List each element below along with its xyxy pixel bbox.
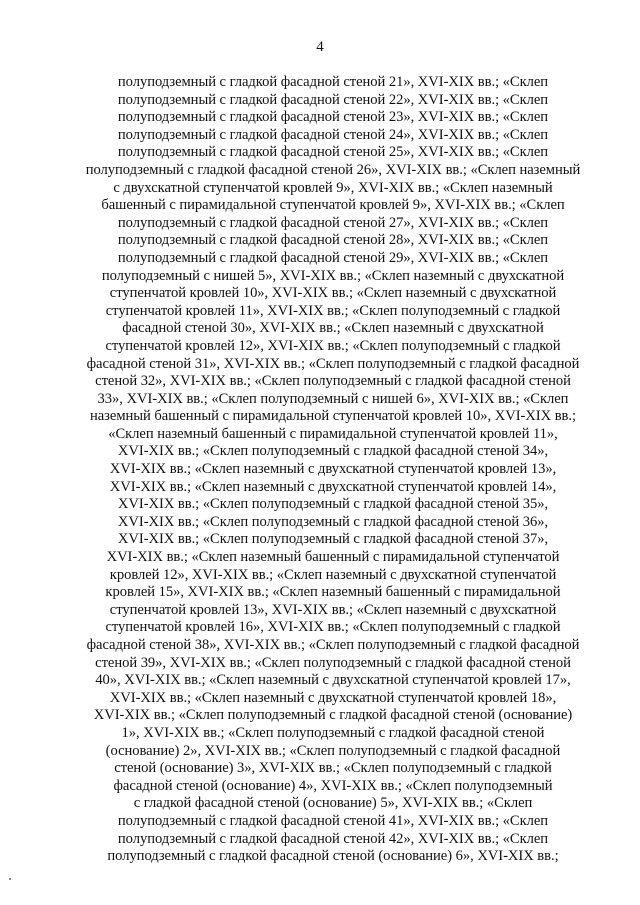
text-line: с гладкой фасадной стеной (основание) 5», XVI-XIX вв.; «Склеп [133, 795, 533, 812]
text-line: ступенчатой кровлей 13», XVI-XIX вв.; «Склеп наземный с двухскатной [109, 601, 557, 618]
text-line: XVI-XIX вв.; «Склеп полуподземный с гладкой фасадной стеной 37», [117, 531, 549, 548]
text-line: полуподземный с гладкой фасадной стеной 41», XVI-XIX вв.; «Склеп [117, 812, 549, 829]
text-line: 40», XVI-XIX вв.; «Склеп наземный с двухскатной ступенчатой кровлей 17», [95, 672, 571, 689]
text-line: полуподземный с гладкой фасадной стеной (основание) 6», XVI-XIX вв.; [107, 848, 559, 865]
text-line: XVI-XIX вв.; «Склеп наземный башенный с пирамидальной ступенчатой [106, 549, 560, 566]
text-line: полуподземный с гладкой фасадной стеной 42», XVI-XIX вв.; «Склеп [117, 830, 549, 847]
text-line: башенный с пирамидальной ступенчатой кровлей 9», XVI-XIX вв.; «Склеп [101, 197, 565, 214]
text-line: ступенчатой кровлей 11», XVI-XIX вв.; «Склеп полуподземный с гладкой [105, 302, 561, 319]
text-line: XVI-XIX вв.; «Склеп наземный с двухскатной ступенчатой кровлей 18», [109, 689, 557, 706]
text-line: полуподземный с гладкой фасадной стеной 25», XVI-XIX вв.; «Склеп [117, 144, 549, 161]
text-line: стеной (основание) 3», XVI-XIX вв.; «Склеп полуподземный с гладкой [114, 760, 552, 777]
text-line: XVI-XIX вв.; «Склеп наземный с двухскатной ступенчатой кровлей 14», [109, 478, 557, 495]
text-line: ступенчатой кровлей 12», XVI-XIX вв.; «Склеп полуподземный с гладкой [105, 337, 561, 354]
text-line: XVI-XIX вв.; «Склеп полуподземный с гладкой фасадной стеной (основание) [93, 707, 573, 724]
text-line: полуподземный с гладкой фасадной стеной 27», XVI-XIX вв.; «Склеп [117, 214, 549, 231]
text-line: полуподземный с гладкой фасадной стеной 22», XVI-XIX вв.; «Склеп [117, 91, 549, 108]
text-line: полуподземный с гладкой фасадной стеной 26», XVI-XIX вв.; «Склеп наземный [85, 161, 581, 178]
text-line: стеной 39», XVI-XIX вв.; «Склеп полуподземный с гладкой фасадной стеной [95, 654, 571, 671]
text-line: 1», XVI-XIX вв.; «Склеп полуподземный с гладкой фасадной стеной [121, 724, 545, 741]
text-line: XVI-XIX вв.; «Склеп наземный с двухскатной ступенчатой кровлей 13», [109, 461, 557, 478]
text-line: (основание) 2», XVI-XIX вв.; «Склеп полуподземный с гладкой фасадной [105, 742, 561, 759]
text-line: с двухскатной ступенчатой кровлей 9», XVI-XIX вв.; «Склеп наземный [113, 179, 553, 196]
text-line: полуподземный с гладкой фасадной стеной 28», XVI-XIX вв.; «Склеп [117, 232, 549, 249]
text-line: XVI-XIX вв.; «Склеп полуподземный с гладкой фасадной стеной 35», [117, 496, 549, 513]
text-line: ступенчатой кровлей 10», XVI-XIX вв.; «Склеп наземный с двухскатной [109, 285, 557, 302]
text-line: полуподземный с гладкой фасадной стеной 24», XVI-XIX вв.; «Склеп [117, 126, 549, 143]
text-line: «Склеп наземный башенный с пирамидальной ступенчатой кровлей 11», [108, 425, 558, 442]
text-line: наземный башенный с пирамидальной ступенчатой кровлей 10», XVI-XIX вв.; [90, 408, 576, 425]
text-line: полуподземный с нишей 5», XVI-XIX вв.; «Склеп наземный с двухскатной [101, 267, 565, 284]
text-line: кровлей 12», XVI-XIX вв.; «Склеп наземный с двухскатной ступенчатой [109, 566, 557, 583]
page-number: 4 [316, 39, 324, 55]
text-line: полуподземный с гладкой фасадной стеной 21», XVI-XIX вв.; «Склеп [117, 74, 549, 90]
text-line: полуподземный с гладкой фасадной стеной 29», XVI-XIX вв.; «Склеп [117, 249, 549, 266]
text-line: фасадной стеной 30», XVI-XIX вв.; «Склеп наземный с двухскатной [122, 320, 544, 337]
text-line: XVI-XIX вв.; «Склеп полуподземный с гладкой фасадной стеной 36», [117, 513, 549, 530]
text-line: фасадной стеной 31», XVI-XIX вв.; «Склеп полуподземный с гладкой фасадной [86, 355, 580, 372]
text-line: XVI-XIX вв.; «Склеп полуподземный с гладкой фасадной стеной 34», [117, 443, 549, 460]
body-text [78, 74, 588, 866]
text-line: фасадной стеной (основание) 4», XVI-XIX вв.; «Склеп полуподземный [113, 777, 553, 794]
text-line: кровлей 15», XVI-XIX вв.; «Склеп наземный башенный с пирамидальной [105, 584, 561, 601]
text-line: полуподземный с гладкой фасадной стеной 23», XVI-XIX вв.; «Склеп [117, 109, 549, 126]
text-line: ступенчатой кровлей 16», XVI-XIX вв.; «Склеп полуподземный с гладкой [105, 619, 561, 636]
text-line: фасадной стеной 38», XVI-XIX вв.; «Склеп полуподземный с гладкой фасадной [86, 637, 580, 653]
text-line: 33», XVI-XIX вв.; «Склеп полуподземный с нишей 6», XVI-XIX вв.; «Склеп [97, 390, 569, 407]
scan-speck [9, 878, 11, 880]
text-line: стеной 32», XVI-XIX вв.; «Склеп полуподземный с гладкой фасадной стеной [95, 373, 571, 390]
